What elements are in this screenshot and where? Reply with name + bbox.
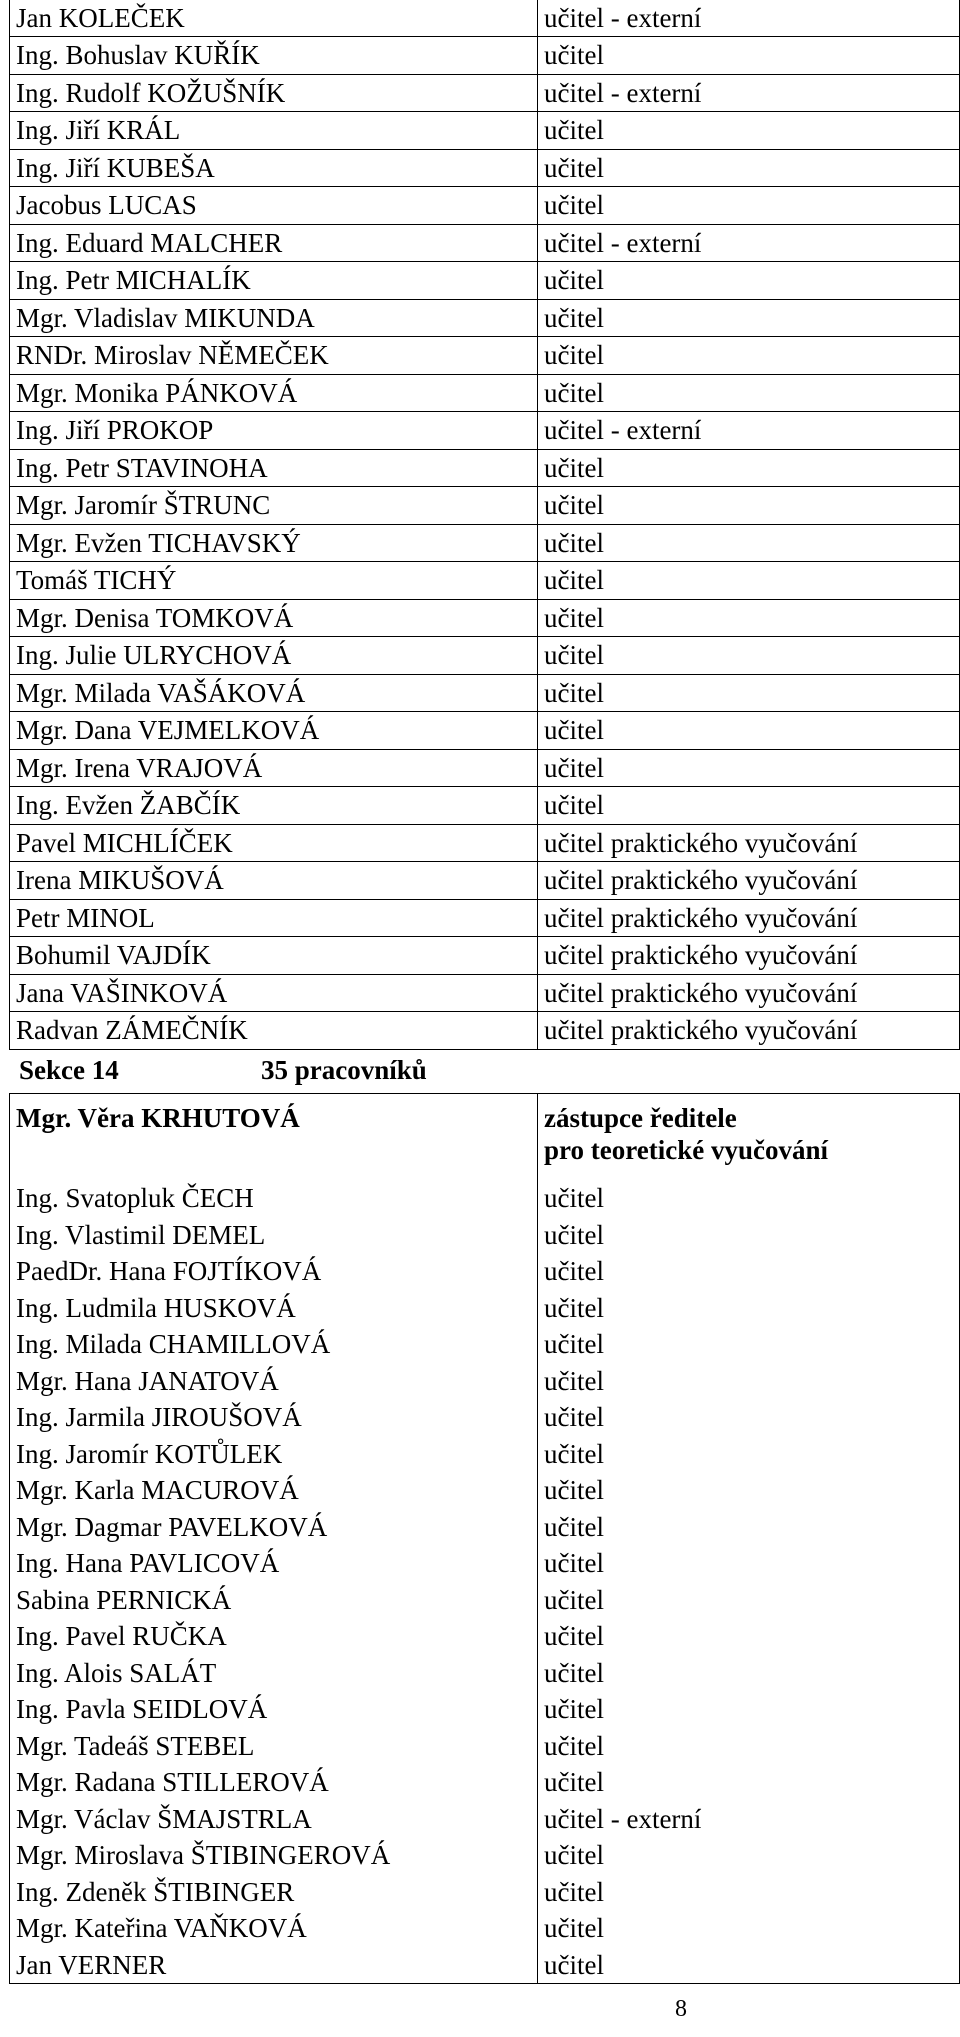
staff-role: učitel - externí	[538, 0, 960, 37]
staff-table-1	[9, 0, 960, 1050]
table-row	[10, 1655, 960, 1692]
staff-name: Jacobus LUCAS	[10, 187, 538, 225]
table-row	[10, 1472, 960, 1509]
table-row	[10, 0, 960, 37]
table-row	[10, 449, 960, 487]
table-row	[10, 337, 960, 375]
staff-role: učitel	[538, 1874, 960, 1911]
staff-name: Mgr. Kateřina VAŇKOVÁ	[10, 1910, 538, 1947]
staff-name: Sabina PERNICKÁ	[10, 1582, 538, 1619]
staff-role: učitel	[538, 449, 960, 487]
staff-role: učitel	[538, 1326, 960, 1363]
staff-name: Jan VERNER	[10, 1947, 538, 1984]
staff-role: učitel	[538, 1618, 960, 1655]
table-row	[10, 1180, 960, 1217]
staff-role: učitel	[538, 1436, 960, 1473]
staff-name: Ing. Hana PAVLICOVÁ	[10, 1545, 538, 1582]
staff-role: učitel - externí	[538, 412, 960, 450]
table-row	[10, 1326, 960, 1363]
staff-role: učitel praktického vyučování	[538, 862, 960, 900]
table-row	[10, 1691, 960, 1728]
staff-name: Ing. Jaromír KOTŮLEK	[10, 1436, 538, 1473]
table-row	[10, 1363, 960, 1400]
staff-name: Ing. Jarmila JIROUŠOVÁ	[10, 1399, 538, 1436]
staff-role: učitel	[538, 562, 960, 600]
staff-role: učitel - externí	[538, 224, 960, 262]
staff-name: Pavel MICHLÍČEK	[10, 824, 538, 862]
staff-role: učitel	[538, 1217, 960, 1254]
staff-name: Mgr. Radana STILLEROVÁ	[10, 1764, 538, 1801]
table-row	[10, 599, 960, 637]
staff-role: učitel praktického vyučování	[538, 974, 960, 1012]
staff-list-1	[9, 0, 960, 1050]
staff-name: Mgr. Vladislav MIKUNDA	[10, 299, 538, 337]
staff-role: učitel	[538, 299, 960, 337]
table-row	[10, 824, 960, 862]
staff-role: učitel	[538, 524, 960, 562]
table-row	[10, 637, 960, 675]
staff-role: učitel	[538, 1728, 960, 1765]
staff-name: PaedDr. Hana FOJTÍKOVÁ	[10, 1253, 538, 1290]
table-row	[10, 112, 960, 150]
staff-role: učitel	[538, 1472, 960, 1509]
staff-table-2	[9, 1093, 960, 1984]
staff-name: Mgr. Tadeáš STEBEL	[10, 1728, 538, 1765]
staff-role: učitel	[538, 749, 960, 787]
staff-name: Ing. Pavel RUČKA	[10, 1618, 538, 1655]
table-row	[10, 1947, 960, 1984]
table-row	[10, 899, 960, 937]
staff-name: Mgr. Hana JANATOVÁ	[10, 1363, 538, 1400]
table-row	[10, 487, 960, 525]
staff-role: učitel	[538, 262, 960, 300]
staff-name: Mgr. Dagmar PAVELKOVÁ	[10, 1509, 538, 1546]
table-row	[10, 1509, 960, 1546]
table-row	[10, 674, 960, 712]
staff-name: Mgr. Denisa TOMKOVÁ	[10, 599, 538, 637]
staff-name: Mgr. Irena VRAJOVÁ	[10, 749, 538, 787]
deputy-role-line1: zástupce ředitele	[544, 1103, 737, 1133]
table-row	[10, 712, 960, 750]
table-row	[10, 37, 960, 75]
staff-role: učitel praktického vyučování	[538, 899, 960, 937]
staff-name: Jan KOLEČEK	[10, 0, 538, 37]
table-row	[10, 1436, 960, 1473]
staff-name: Jana VAŠINKOVÁ	[10, 974, 538, 1012]
staff-role: učitel	[538, 1399, 960, 1436]
table-row	[10, 1582, 960, 1619]
table-row	[10, 562, 960, 600]
staff-name: Ing. Svatopluk ČECH	[10, 1180, 538, 1217]
table-row	[10, 262, 960, 300]
table-row	[10, 1874, 960, 1911]
staff-name: Ing. Julie ULRYCHOVÁ	[10, 637, 538, 675]
table-row	[10, 1837, 960, 1874]
staff-role: učitel	[538, 712, 960, 750]
table-row	[10, 187, 960, 225]
staff-role: učitel	[538, 1582, 960, 1619]
table-row	[10, 224, 960, 262]
staff-role: učitel	[538, 1290, 960, 1327]
staff-name: RNDr. Miroslav NĚMEČEK	[10, 337, 538, 375]
staff-role: učitel	[538, 1253, 960, 1290]
staff-name: Ing. Alois SALÁT	[10, 1655, 538, 1692]
staff-role: učitel	[538, 787, 960, 825]
staff-role: učitel	[538, 1509, 960, 1546]
staff-role: učitel	[538, 1764, 960, 1801]
staff-name: Ing. Zdeněk ŠTIBINGER	[10, 1874, 538, 1911]
staff-name: Irena MIKUŠOVÁ	[10, 862, 538, 900]
page-number: 8	[675, 1996, 687, 2022]
staff-role: učitel - externí	[538, 74, 960, 112]
deputy-role	[538, 1094, 960, 1181]
staff-name: Mgr. Dana VEJMELKOVÁ	[10, 712, 538, 750]
table-row	[10, 862, 960, 900]
table-row	[10, 1399, 960, 1436]
table-row	[10, 749, 960, 787]
staff-role: učitel	[538, 1655, 960, 1692]
deputy-row	[10, 1094, 960, 1181]
staff-role: učitel	[538, 1363, 960, 1400]
table-row	[10, 374, 960, 412]
staff-list-2	[9, 1093, 960, 1984]
staff-name: Ing. Pavla SEIDLOVÁ	[10, 1691, 538, 1728]
staff-name: Mgr. Václav ŠMAJSTRLA	[10, 1801, 538, 1838]
table-row	[10, 412, 960, 450]
table-row	[10, 1618, 960, 1655]
staff-name: Mgr. Miroslava ŠTIBINGEROVÁ	[10, 1837, 538, 1874]
staff-role: učitel	[538, 1691, 960, 1728]
staff-name: Mgr. Jaromír ŠTRUNC	[10, 487, 538, 525]
table-row	[10, 1764, 960, 1801]
staff-name: Ing. Jiří PROKOP	[10, 412, 538, 450]
staff-name: Petr MINOL	[10, 899, 538, 937]
staff-role: učitel praktického vyučování	[538, 824, 960, 862]
staff-role: učitel	[538, 1837, 960, 1874]
staff-role: učitel	[538, 1910, 960, 1947]
staff-name: Ing. Eduard MALCHER	[10, 224, 538, 262]
staff-role: učitel	[538, 599, 960, 637]
staff-name: Ing. Jiří KRÁL	[10, 112, 538, 150]
table-row	[10, 787, 960, 825]
staff-name: Ing. Petr MICHALÍK	[10, 262, 538, 300]
staff-role: učitel	[538, 37, 960, 75]
staff-role: učitel	[538, 1180, 960, 1217]
deputy-role-line2: pro teoretické vyučování	[544, 1135, 828, 1165]
table-row	[10, 1012, 960, 1050]
staff-role: učitel	[538, 149, 960, 187]
staff-name: Ing. Bohuslav KUŘÍK	[10, 37, 538, 75]
table-row	[10, 1728, 960, 1765]
deputy-name: Mgr. Věra KRHUTOVÁ	[10, 1094, 538, 1181]
staff-name: Ing. Ludmila HUSKOVÁ	[10, 1290, 538, 1327]
staff-role: učitel - externí	[538, 1801, 960, 1838]
table-row	[10, 299, 960, 337]
section-count: 35 pracovníků	[261, 1055, 427, 1085]
staff-name: Ing. Rudolf KOŽUŠNÍK	[10, 74, 538, 112]
table-row	[10, 149, 960, 187]
staff-role: učitel	[538, 187, 960, 225]
staff-role: učitel	[538, 1947, 960, 1984]
staff-name: Ing. Jiří KUBEŠA	[10, 149, 538, 187]
table-row	[10, 1290, 960, 1327]
table-row	[10, 937, 960, 975]
staff-name: Ing. Evžen ŽABČÍK	[10, 787, 538, 825]
table-row	[10, 1801, 960, 1838]
table-row	[10, 1910, 960, 1947]
staff-name: Mgr. Karla MACUROVÁ	[10, 1472, 538, 1509]
table-row	[10, 1253, 960, 1290]
table-row	[10, 974, 960, 1012]
staff-role: učitel praktického vyučování	[538, 1012, 960, 1050]
staff-role: učitel	[538, 1545, 960, 1582]
staff-name: Tomáš TICHÝ	[10, 562, 538, 600]
staff-name: Ing. Petr STAVINOHA	[10, 449, 538, 487]
section-header	[9, 1045, 960, 1093]
staff-name: Ing. Milada CHAMILLOVÁ	[10, 1326, 538, 1363]
table-row	[10, 74, 960, 112]
table-row	[10, 1217, 960, 1254]
staff-role: učitel	[538, 374, 960, 412]
staff-name: Mgr. Milada VAŠÁKOVÁ	[10, 674, 538, 712]
table-row	[10, 524, 960, 562]
staff-role: učitel	[538, 112, 960, 150]
table-row	[10, 1545, 960, 1582]
staff-name: Bohumil VAJDÍK	[10, 937, 538, 975]
section-label: Sekce 14	[19, 1055, 119, 1085]
staff-role: učitel	[538, 487, 960, 525]
staff-name: Mgr. Monika PÁNKOVÁ	[10, 374, 538, 412]
staff-role: učitel	[538, 674, 960, 712]
staff-name: Ing. Vlastimil DEMEL	[10, 1217, 538, 1254]
staff-role: učitel	[538, 337, 960, 375]
staff-role: učitel	[538, 637, 960, 675]
staff-role: učitel praktického vyučování	[538, 937, 960, 975]
staff-name: Mgr. Evžen TICHAVSKÝ	[10, 524, 538, 562]
staff-name: Radvan ZÁMEČNÍK	[10, 1012, 538, 1050]
